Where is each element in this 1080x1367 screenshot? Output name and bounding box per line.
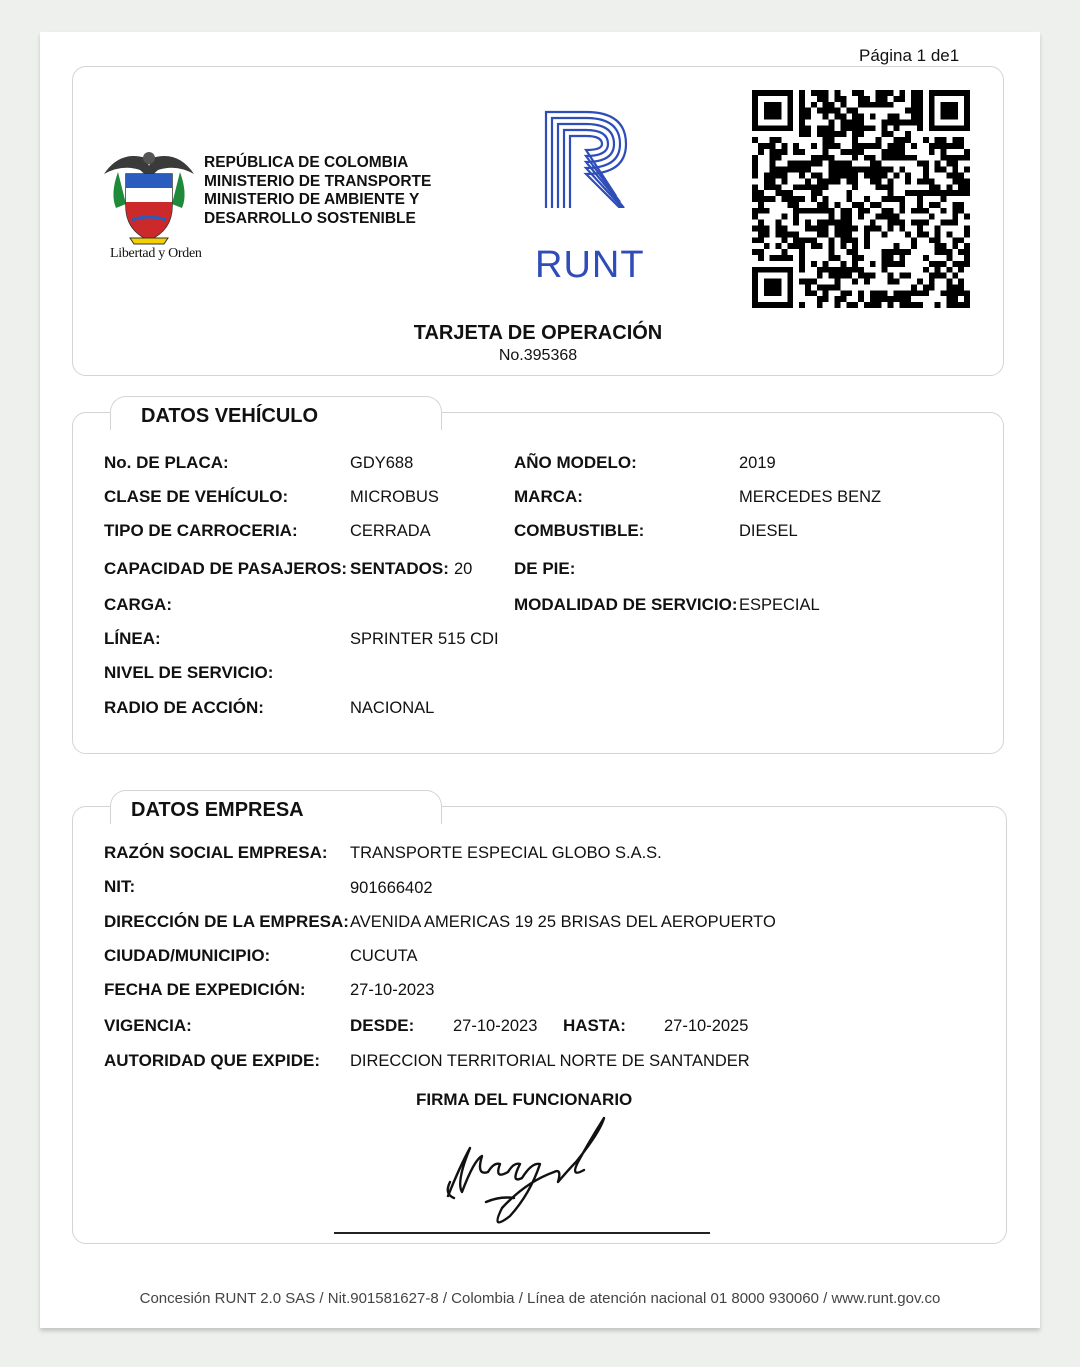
clase-label: CLASE DE VEHÍCULO: xyxy=(104,487,289,506)
document-number: No.395368 xyxy=(498,347,578,364)
fecha-label: FECHA DE EXPEDICIÓN: xyxy=(104,980,306,999)
hasta-value: 27-10-2025 xyxy=(664,1017,749,1035)
page-number: Página 1 de1 xyxy=(859,46,960,65)
gov-line-1: REPÚBLICA DE COLOMBIA xyxy=(204,154,409,171)
government-heading xyxy=(204,154,431,228)
fecha-value: 27-10-2023 xyxy=(350,981,435,999)
ciudad-value: CUCUTA xyxy=(350,947,418,965)
capacidad-label: CAPACIDAD DE PASAJEROS: xyxy=(104,559,348,578)
radio-value: NACIONAL xyxy=(350,699,435,717)
razon-value: TRANSPORTE ESPECIAL GLOBO S.A.S. xyxy=(350,844,662,862)
coat-of-arms-icon xyxy=(100,144,198,248)
gov-line-3: MINISTERIO DE AMBIENTE Y xyxy=(204,191,420,208)
carroceria-label: TIPO DE CARROCERIA: xyxy=(104,521,298,540)
direccion-label: DIRECCIÓN DE LA EMPRESA: xyxy=(104,912,349,931)
linea-value: SPRINTER 515 CDI xyxy=(350,630,499,648)
carga-label: CARGA: xyxy=(104,595,172,614)
placa-value: GDY688 xyxy=(350,454,414,472)
desde-value: 27-10-2023 xyxy=(453,1017,538,1035)
footer-text: Concesión RUNT 2.0 SAS / Nit.901581627-8 / Colombia / Línea de atención nacional 01 8000 930060 / www.runt.gov.co xyxy=(139,1290,941,1307)
company-section-title: DATOS EMPRESA xyxy=(110,790,442,824)
signature-icon xyxy=(430,1112,620,1232)
vigencia-label: VIGENCIA: xyxy=(104,1016,192,1035)
autoridad-value: DIRECCION TERRITORIAL NORTE DE SANTANDER xyxy=(350,1052,750,1070)
autoridad-label: AUTORIDAD QUE EXPIDE: xyxy=(104,1051,320,1070)
document-page xyxy=(40,32,1040,1328)
combustible-value: DIESEL xyxy=(739,522,798,540)
razon-label: RAZÓN SOCIAL EMPRESA: xyxy=(104,843,328,862)
carroceria-value: CERRADA xyxy=(350,522,431,540)
modalidad-value: ESPECIAL xyxy=(739,596,820,614)
ciudad-label: CIUDAD/MUNICIPIO: xyxy=(104,946,271,965)
gov-line-4: DESARROLLO SOSTENIBLE xyxy=(204,209,416,227)
motto: Libertad y Orden xyxy=(110,246,202,261)
anio-label: AÑO MODELO: xyxy=(514,453,637,472)
nit-value: 901666402 xyxy=(350,879,433,897)
modalidad-label: MODALIDAD DE SERVICIO: xyxy=(514,595,738,614)
sentados-label: SENTADOS: xyxy=(350,559,449,578)
direccion-value: AVENIDA AMERICAS 19 25 BRISAS DEL AEROPUERTO xyxy=(350,913,776,931)
placa-label: No. DE PLACA: xyxy=(104,453,229,472)
desde-label: DESDE: xyxy=(350,1016,415,1035)
runt-logo-icon xyxy=(540,108,640,208)
nit-label: NIT: xyxy=(104,877,136,896)
sentados-value: 20 xyxy=(454,560,473,578)
de-pie-label: DE PIE: xyxy=(514,559,576,578)
qr-code-icon xyxy=(752,90,970,308)
runt-wordmark: RUNT xyxy=(535,244,645,286)
signature-line xyxy=(334,1232,710,1234)
marca-value: MERCEDES BENZ xyxy=(739,488,882,506)
anio-value: 2019 xyxy=(739,454,776,472)
hasta-label: HASTA: xyxy=(563,1016,626,1035)
clase-value: MICROBUS xyxy=(350,488,439,506)
linea-label: LÍNEA: xyxy=(104,629,161,648)
signature-title: FIRMA DEL FUNCIONARIO xyxy=(416,1090,633,1109)
vehicle-section-title: DATOS VEHÍCULO xyxy=(110,396,442,430)
gov-line-2: MINISTERIO DE TRANSPORTE xyxy=(204,172,432,190)
combustible-label: COMBUSTIBLE: xyxy=(514,521,645,540)
nivel-label: NIVEL DE SERVICIO: xyxy=(104,663,274,682)
marca-label: MARCA: xyxy=(514,487,583,506)
radio-label: RADIO DE ACCIÓN: xyxy=(104,698,264,717)
document-title: TARJETA DE OPERACIÓN xyxy=(413,322,663,344)
